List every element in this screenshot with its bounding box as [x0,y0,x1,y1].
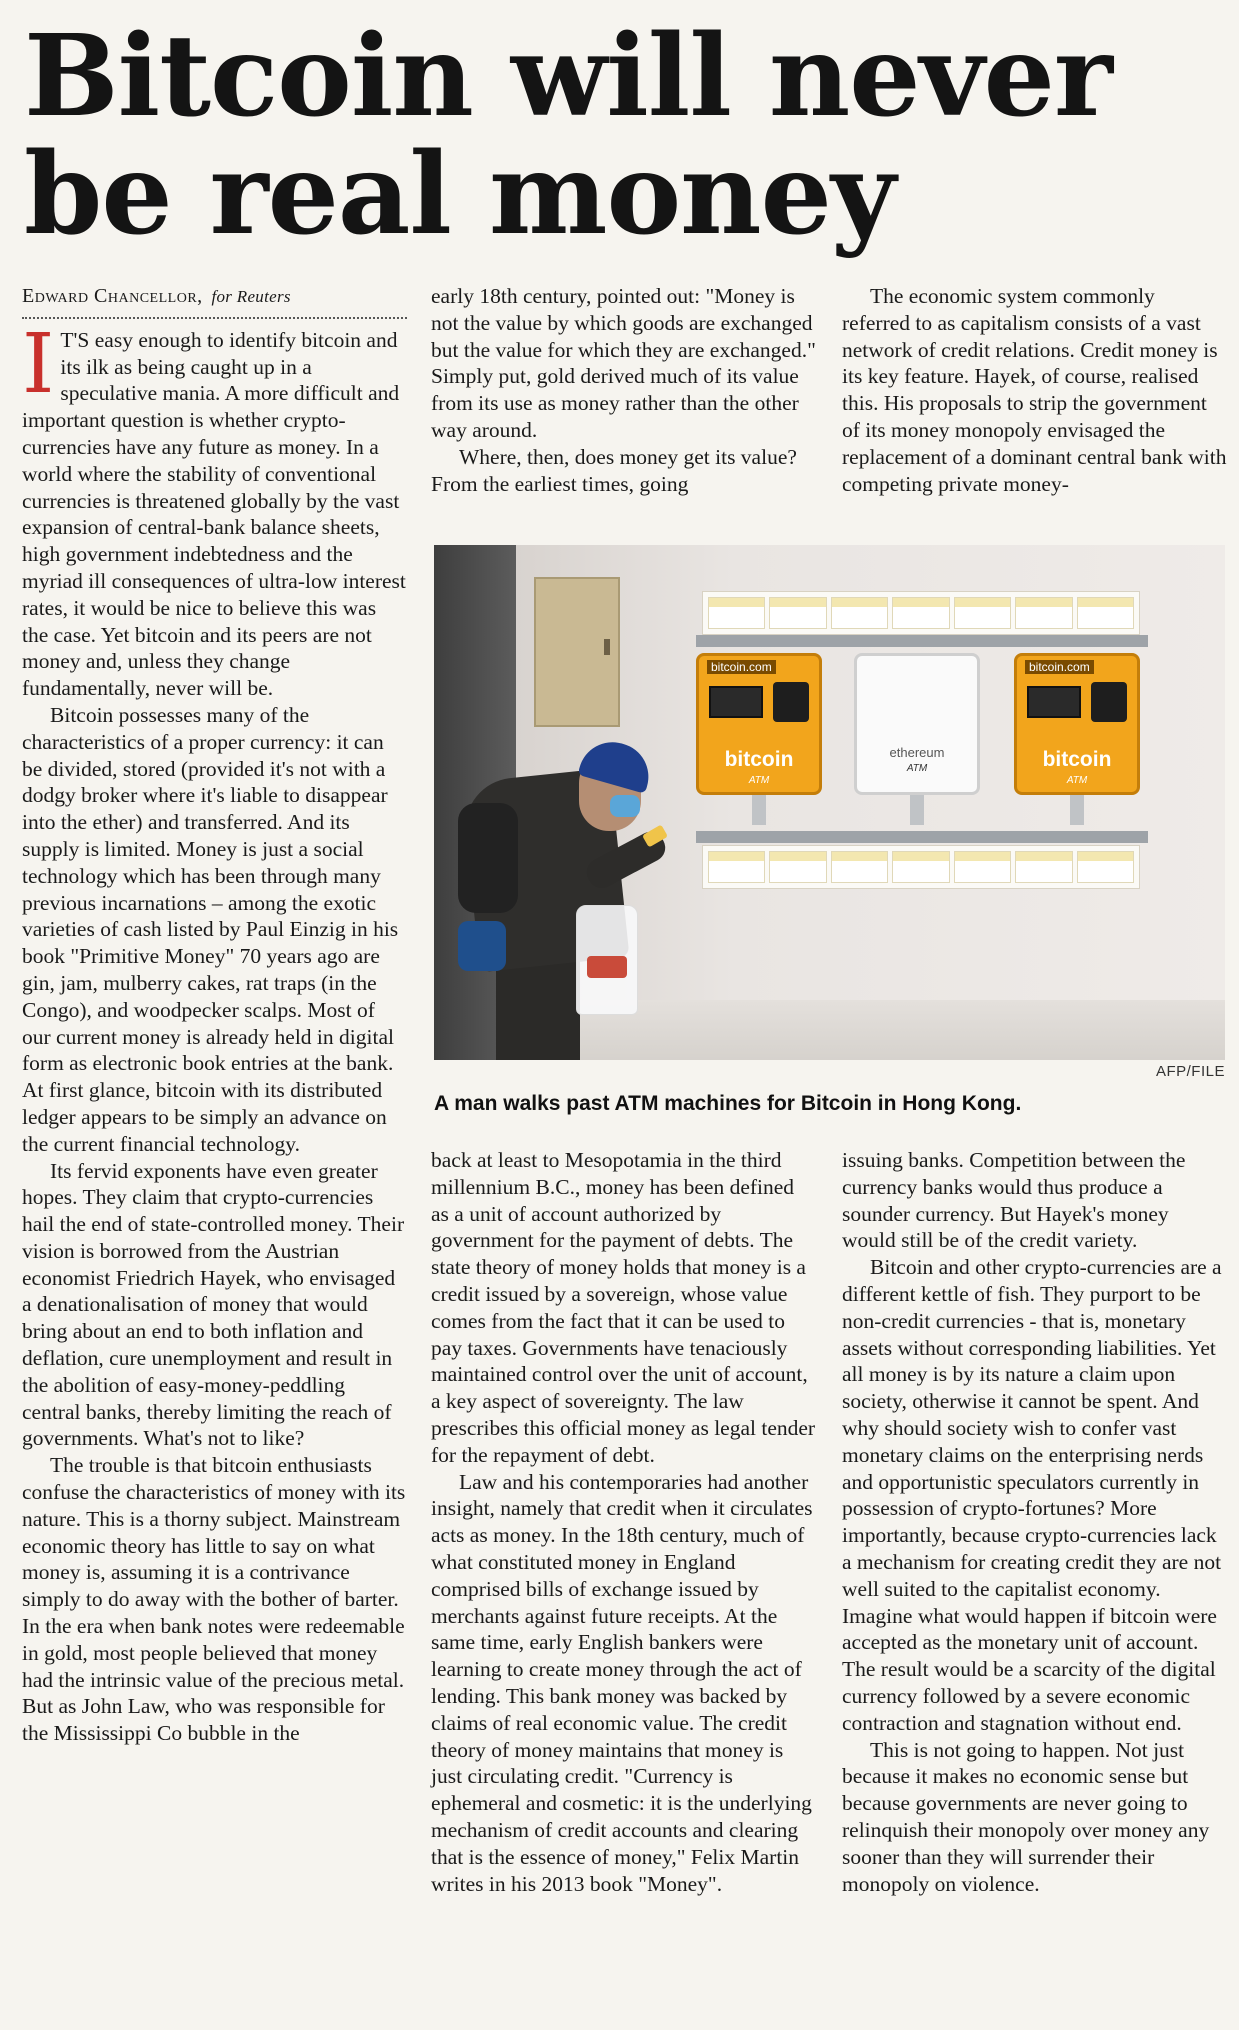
paragraph: back at least to Mesopotamia in the third millennium B.C., money has been defined as a unit of account authorized by government for the payment of debts. The state theory of money holds that money is a credit issued by a sovereign, whose value comes from the fact that it can be used to pay taxes. Governments have tenaciously maintained control over the unit of account, a key aspect of sovereignty. The law prescribes this official money as legal tender for the repayment of debt. [431,1148,816,1467]
photo-caption: A man walks past ATM machines for Bitcoin in Hong Kong. [434,1092,1022,1115]
mount-rail-bottom [696,831,1148,843]
atm-tag: bitcoin.com [1025,660,1094,674]
paragraph: Where, then, does money get its value? From the earliest times, going [431,444,797,496]
byline-author: Edward Chancellor, [22,285,203,307]
atm-bracket [752,795,766,825]
paragraph: The economic system commonly referred to as capitalism consists of a vast network of credit relations. Credit money is its key feature. Hayek, of course, realised this. His proposals to strip the government of its money monopoly envisaged the replacement of a dominant central bank with competing private money- [842,284,1227,496]
atm-scanner [1091,682,1127,722]
article-column-1 [22,283,407,2023]
paragraph: I T'S easy enough to identify bitcoin and its ilk as being caught up in a speculative mania. A more difficult and important question is whether crypto-currencies have any future as money. In a world where the stability of conventional currencies is threatened globally by the vast expansion of central-bank balance sheets, high government indebtedness and the myriad ill consequences of ultra-low interest rates, it would be nice to believe this was the case. Yet bitcoin and its peers are not money and, unless they change fundamentally, never will be. [22,316,406,701]
electrical-box [534,577,620,727]
atm-screen [1027,686,1081,718]
atm-brand: bitcoin [1042,748,1112,771]
headline [24,11,1214,260]
headline-line-2: be real money [24,129,895,260]
atm-sub: ATM [906,763,928,774]
atm-brand: bitcoin [724,748,794,771]
article-column-3-bottom [842,1147,1227,2027]
atm-bracket [910,795,924,825]
paragraph: issuing banks. Competition between the currency banks would thus produce a sounder currency. But Hayek's money would still be of the credit variety. [842,1148,1186,1253]
atm-screen [709,686,763,718]
atm-brand: ethereum [889,745,945,760]
article-photo [434,545,1225,1060]
man-face-mask [610,795,640,817]
atm-bracket [1070,795,1084,825]
bitcoin-atm-right [1014,653,1140,795]
paragraph: early 18th century, pointed out: "Money is not the value by which goods are exchanged but the value for which they are exchanged." Simply put, gold derived much of its value from its use as money rather than the other way around. [431,284,816,442]
ethereum-atm [854,653,980,795]
atm-sub: ATM [748,775,770,786]
man-blue-pouch [458,921,506,971]
article-column-3-top [842,283,1227,523]
byline [22,283,407,311]
drop-cap: I [22,316,55,412]
byline-divider [22,317,407,319]
paragraph: Bitcoin and other crypto-currencies are a different kettle of fish. They purport to be non-credit currencies - that is, monetary assets without corresponding liabilities. Yet all money is by its nature a claim upon society, otherwise it cannot be spent. And why should society wish to confer vast monetary claims on the enterprising nerds and opportunistic speculators currently in possession of crypto-fortunes? More importantly, because crypto-currencies lack a mechanism for creating credit they are not well suited to the capitalist economy. Imagine what would happen if bitcoin were accepted as the monetary unit of account. The result would be a scarcity of the digital currency followed by a severe economic contraction and stagnation without end. [842,1255,1222,1735]
mount-rail-top [696,635,1148,647]
paragraph: Its fervid exponents have even greater hopes. They claim that crypto-currencies hail the end of state-controlled money. Their vision is borrowed from the Austrian economist Friedrich Hayek, who envisaged a denationalisation of money that would bring about an end to both inflation and deflation, cure unemployment and result in the abolition of easy-money-peddling central banks, thereby limiting the reach of governments. What's not to like? [22,1158,405,1451]
headline-line-1: Bitcoin will never [24,11,1112,142]
byline-source: for Reuters [211,287,291,306]
atm-scanner [773,682,809,722]
article-column-2-bottom [431,1147,816,2027]
paragraph: Bitcoin possesses many of the characteristics of a proper currency: it can be divided, stored (provided it's not with a dodgy broker where it's liable to disappear into the ether) and transferred. And its supply is limited. Money is just a social technology which has been through many previous incarnations – among the exotic varieties of cash listed by Paul Einzig in his book "Primitive Money" 70 years ago are gin, jam, mulberry cakes, rat traps (in the Congo), and woodpecker scalps. Most of our current money is already held in digital form as electronic book entries at the bank. At first glance, bitcoin with its distributed ledger appears to be simply an advance on the current financial technology. [22,702,399,1156]
plastic-bag [576,905,638,1015]
atm-sub: ATM [1066,775,1088,786]
bitcoin-atm-left [696,653,822,795]
man-backpack [458,803,518,913]
instruction-signs-bottom [702,845,1140,889]
paragraph: Law and his contemporaries had another insight, namely that credit when it circulates acts as money. In the 18th century, much of what constituted money in England comprised bills of exchange issued by merchants against future receipts. At the same time, early English bankers were learning to create money through the act of lending. This bank money was backed by claims of real economic value. The credit theory of money maintains that money is just circulating credit. "Currency is ephemeral and cosmetic: it is the underlying mechanism of credit accounts and clearing that is the essence of money," Felix Martin writes in his 2013 book "Money". [431,1469,813,1896]
photo-credit: AFP/FILE [1155,1063,1225,1080]
atm-tag: bitcoin.com [707,660,776,674]
instruction-signs-top [702,591,1140,635]
article-column-2-top [431,283,816,523]
paragraph: This is not going to happen. Not just because it makes no economic sense but because governments are never going to relinquish their monopoly over money any sooner than they will surrender their monopoly on violence. [842,1737,1210,1896]
paragraph: The trouble is that bitcoin enthusiasts confuse the characteristics of money with its nature. This is a thorny subject. Mainstream economic theory has little to say on what money is, assuming it is a contrivance simply to do away with the bother of barter. In the era when bank notes were redeemable in gold, most people believed that money had the intrinsic value of the precious metal. But as John Law, who was responsible for the Mississippi Co bubble in the [22,1453,406,1746]
